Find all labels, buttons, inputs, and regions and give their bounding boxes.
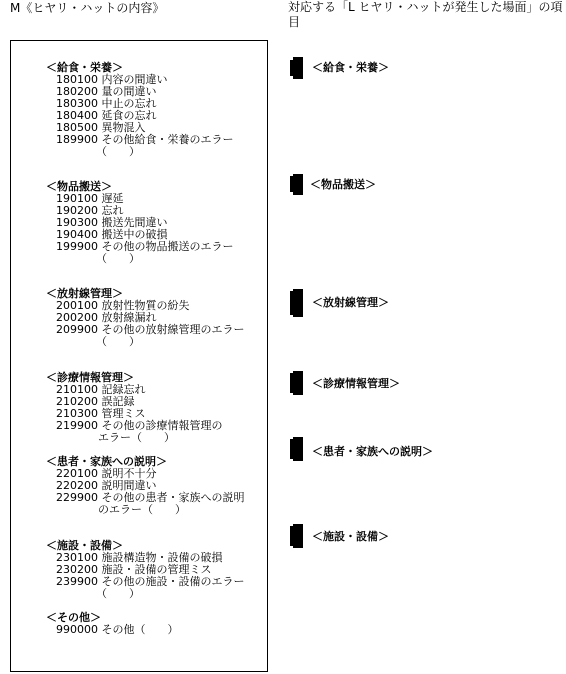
marker-block	[293, 437, 303, 461]
marker-label: ＜施設・設備＞	[312, 530, 389, 543]
marker-label: ＜放射線管理＞	[312, 296, 389, 309]
list-item: 190400 搬送中の破損	[56, 228, 168, 241]
marker-block	[293, 174, 303, 195]
list-item: 209900 その他の放射線管理のエラー	[56, 323, 245, 336]
section-title-records: ＜診療情報管理＞	[46, 371, 134, 384]
list-item-continuation: のエラー（ ）	[98, 503, 186, 516]
section-title-other: ＜その他＞	[46, 611, 101, 624]
left-title: M《ヒヤリ・ハットの内容》	[10, 1, 165, 15]
marker-label: ＜給食・栄養＞	[312, 61, 389, 74]
section-title-radiation: ＜放射線管理＞	[46, 287, 123, 300]
blank-paren: （ ）	[96, 252, 140, 265]
marker-block	[293, 289, 303, 317]
list-item: 180300 中止の忘れ	[56, 97, 157, 110]
list-item: 190200 忘れ	[56, 204, 124, 217]
list-item: 180200 量の間違い	[56, 85, 157, 98]
marker-block	[293, 371, 303, 395]
list-item: 180100 内容の間違い	[56, 73, 168, 86]
marker-block	[293, 57, 303, 79]
marker-label: ＜患者・家族への説明＞	[312, 445, 433, 458]
list-item: 200100 放射性物質の紛失	[56, 299, 190, 312]
list-item: 210300 管理ミス	[56, 407, 146, 420]
list-item: 190100 遅延	[56, 192, 124, 205]
list-item: 220100 説明不十分	[56, 467, 157, 480]
list-item: 239900 その他の施設・設備のエラー	[56, 575, 245, 588]
list-item: 230200 施設・設備の管理ミス	[56, 563, 212, 576]
list-item: 219900 その他の診療情報管理の	[56, 419, 223, 432]
marker-block	[293, 524, 303, 548]
section-title-facility: ＜施設・設備＞	[46, 539, 123, 552]
marker-label: ＜物品搬送＞	[310, 178, 376, 191]
marker-label: ＜診療情報管理＞	[312, 377, 400, 390]
list-item: 199900 その他の物品搬送のエラー	[56, 240, 234, 253]
section-title-explanation: ＜患者・家族への説明＞	[46, 455, 167, 468]
section-title-meal: ＜給食・栄養＞	[46, 61, 123, 74]
list-item-continuation: エラー（ ）	[98, 431, 175, 444]
list-item: 180400 延食の忘れ	[56, 109, 157, 122]
list-item: 200200 放射線漏れ	[56, 311, 157, 324]
list-item: 180500 異物混入	[56, 121, 146, 134]
list-item: 220200 説明間違い	[56, 479, 157, 492]
blank-paren: （ ）	[96, 335, 140, 348]
list-item: 990000 その他（ ）	[56, 623, 179, 636]
list-item: 229900 その他の患者・家族への説明	[56, 491, 245, 504]
right-title: 対応する「L ヒヤリ・ハットが発生した場面」の項目	[288, 0, 563, 29]
list-item: 230100 施設構造物・設備の破損	[56, 551, 223, 564]
section-title-transport: ＜物品搬送＞	[46, 180, 112, 193]
list-item: 190300 搬送先間違い	[56, 216, 168, 229]
blank-paren: （ ）	[96, 587, 140, 600]
list-item: 210100 記録忘れ	[56, 383, 146, 396]
blank-paren: （ ）	[96, 145, 140, 158]
list-item: 189900 その他給食・栄養のエラー	[56, 133, 234, 146]
list-item: 210200 誤記録	[56, 395, 135, 408]
